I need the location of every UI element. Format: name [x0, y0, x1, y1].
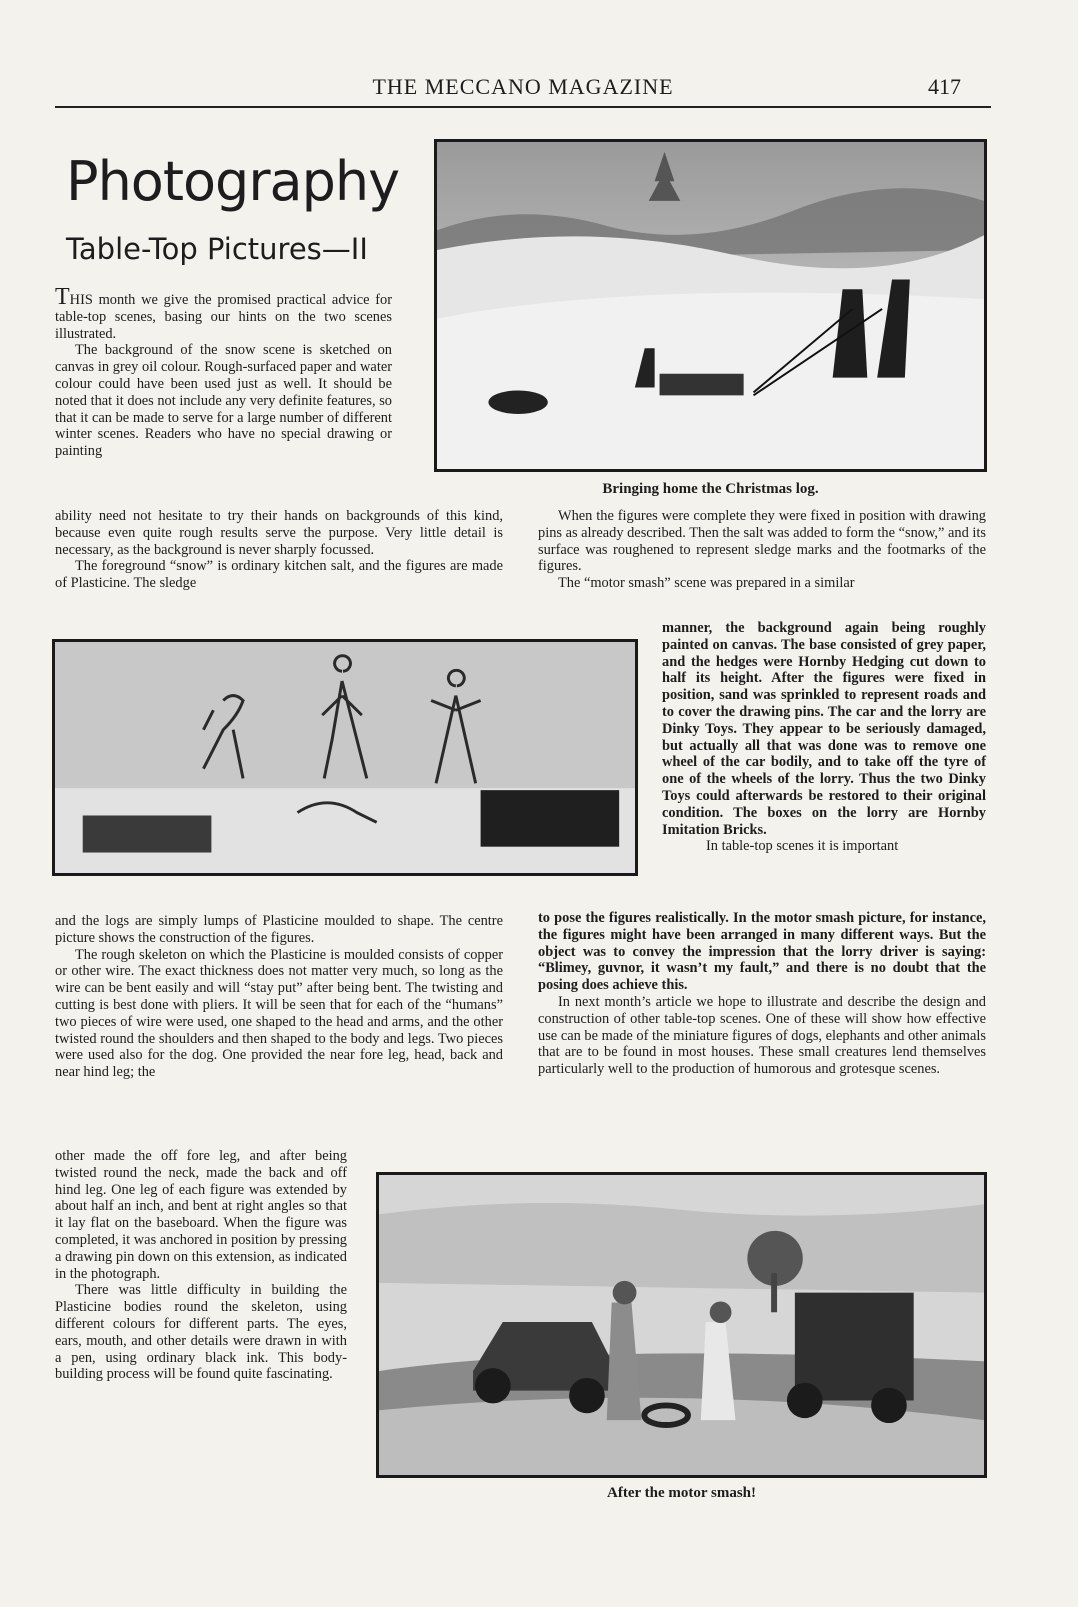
- left-column-narrow: [55, 1148, 347, 1383]
- right-column-top: [538, 508, 986, 592]
- page-number: 417: [928, 74, 961, 99]
- photo-christmas-log: [434, 139, 987, 472]
- photo-wire-skeletons: [52, 639, 638, 876]
- paragraph-logs: and the logs are simply lumps of Plasticine moulded to shape. The centre picture shows the construction of the figures.: [55, 913, 503, 946]
- paragraph-smash-intro: The “motor smash” scene was prepared in a similar: [558, 575, 855, 592]
- intro-column: [55, 284, 392, 460]
- snow-scene-image: [437, 142, 984, 469]
- running-header: [55, 68, 991, 108]
- drop-cap: T: [55, 284, 70, 310]
- magazine-title: THE MECCANO MAGAZINE: [372, 74, 674, 99]
- left-column-middle: [55, 913, 503, 1081]
- paragraph-posing: to pose the figures realistically. In the motor smash picture, for instance, the figures might have been arranged in many different ways. But the object was to convey the impression that the lorry driver is saying: “Blimey, guvnor, it wasn’t my fault,” and there is no doubt that the posing does achieve this.: [538, 910, 986, 994]
- article-subtitle: Table-Top Pictures—II: [66, 232, 368, 266]
- paragraph-next-month: In next month’s article we hope to illustrate and describe the design and construction of other table-top scenes. One of these will show how effective use can be made of the miniature figures of dogs, elephants and other animals that are to be found in most houses. These small creatures lend themselves particularly well to the production of humorous and grotesque scenes.: [538, 993, 986, 1078]
- photo-motor-smash: [376, 1172, 987, 1478]
- motor-smash-image: [379, 1175, 984, 1475]
- caption-motor-smash: After the motor smash!: [607, 1485, 756, 1501]
- paragraph-snow-finish: When the figures were complete they were fixed in position with drawing pins as already described. Then the salt was added to form the “snow,” and its surface was roughened to represent sledge marks and the footmarks of the figures.: [538, 508, 986, 575]
- paragraph-smash-detail: manner, the background again being roughly painted on canvas. The base consisted of grey paper, and the hedges were Hornby Hedging cut down to half its height. After the figures were fixed in position, sand was sprinkled to represent roads and to cover the drawing pins. The car and the lorry are Dinky Toys. They appear to be seriously damaged, but actually all that was done was to remove one wheel of the car bodily, and to take off the tyre of one of the wheels of the lorry. Thus the two Dinky Toys could afterwards be restored to their original condition. The boxes on the lorry are Hornby Imitation Bricks.: [662, 620, 986, 838]
- paragraph-foreground: The foreground “snow” is ordinary kitchen salt, and the figures are made of Plasticine. The sledge: [55, 558, 503, 592]
- background-continued: ability need not hesitate to try their hands on backgrounds of this kind, because even quite rough results serve the purpose. Very little detail is necessary, as the background is never sharply focussed. The foreground “snow” is ordinary kitchen salt, and the figures are made of Plasticine. The sledge: [55, 508, 503, 592]
- right-column-narrow: [662, 620, 986, 855]
- right-column-bottom: [538, 910, 986, 1078]
- caption-christmas-log: Bringing home the Christmas log.: [602, 481, 819, 497]
- paragraph-body-building: There was little difficulty in building the Plasticine bodies round the skeleton, using different colours for different parts. The eyes, ears, mouth, and other details were drawn in with a pen, using ordinary black ink. This body-building process will be found quite fascinating.: [55, 1282, 347, 1383]
- paragraph-skeleton-continued: other made the off fore leg, and after being twisted round the neck, made the back and off hind leg. One leg of each figure was extended by about half an inch, and bent at right angles so that it lay flat on the baseboard. When the figure was completed, it was anchored in position by pressing a drawing pin down on this extension, as indicated in the photograph.: [55, 1148, 347, 1282]
- paragraph-posing-start: In table-top scenes it is important: [706, 838, 899, 855]
- wire-figures-image: [55, 642, 635, 873]
- article-title: Photography: [66, 150, 400, 213]
- paragraph-skeleton: The rough skeleton on which the Plasticine is moulded consists of copper or other wire. The exact thickness does not matter very much, so long as the wire can be bent easily and will “stay put” after being bent. The twisting and cutting is best done with pliers. It will be seen that for each of the “humans” two pieces of wire were used, one shaped to the head and arms, and the other twisted round the shoulders and then shaped to the body and legs. Two pieces were used also for the dog. One provided the near fore leg, head, back and near hind leg; the: [55, 946, 503, 1081]
- paragraph-background: The background of the snow scene is sketched on canvas in grey oil colour. Rough-surfaced paper and water colour could have been used just as well. It should be noted that it does not include any very definite features, so that it can be made to serve for a large number of different winter scenes. Readers who have no special drawing or painting: [55, 342, 392, 460]
- paragraph-intro: THIS month we give the promised practical advice for table-top scenes, basing our hints on the two scenes illustrated.: [55, 284, 392, 342]
